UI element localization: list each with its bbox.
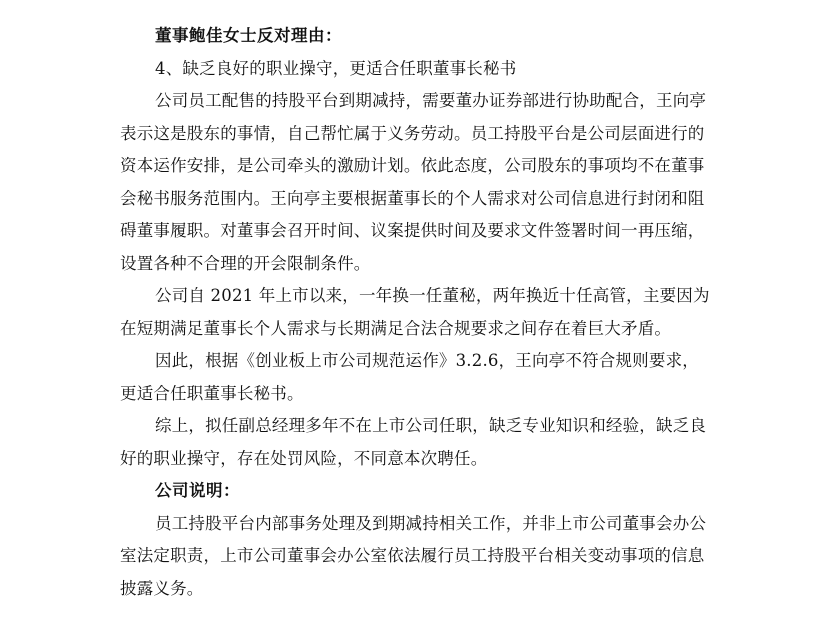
paragraph-line: 表示这是股东的事情，自己帮忙属于义务劳动。员工持股平台是公司层面进行的 — [120, 123, 705, 143]
paragraph-shareholding-platform — [120, 85, 720, 280]
objection-point-4: 4、缺乏良好的职业操守，更适合任职董事长秘书 — [155, 58, 517, 78]
paragraph-conclusion — [120, 410, 720, 475]
paragraph-line: 室法定职责，上市公司董事会办公室依法履行员工持股平台相关变动事项的信息 — [120, 546, 705, 565]
paragraph-line: 碍董事履职。对董事会召开时间、议案提供时间及要求文件签署时间一再压缩， — [120, 221, 705, 240]
paragraph-company-explanation — [120, 508, 720, 606]
section-heading-director-objection: 董事鲍佳女士反对理由： — [155, 26, 342, 45]
paragraph-line: 公司员工配售的持股平台到期减持，需要董办证券部进行协助配合，王向亭 — [155, 91, 707, 110]
paragraph-line: 员工持股平台内部事务处理及到期减持相关工作，并非上市公司董事会办公 — [155, 513, 707, 533]
paragraph-line: 公司自 2021 年上市以来，一年换一任董秘，两年换近十任高管，主要因为 — [155, 286, 710, 305]
paragraph-line: 好的职业操守，存在处罚风险，不同意本次聘任。 — [120, 448, 488, 468]
paragraph-line: 会秘书服务范围内。王向亭主要根据董事长的个人需求对公司信息进行封闭和阻 — [120, 188, 705, 208]
paragraph-rule-reference — [120, 345, 720, 410]
paragraph-line: 设置各种不合理的开会限制条件。 — [120, 253, 371, 273]
paragraph-line: 综上，拟任副总经理多年不在上市公司任职，缺乏专业知识和经验，缺乏良 — [155, 416, 707, 435]
document-body — [120, 20, 720, 605]
paragraph-line: 资本运作安排，是公司牵头的激励计划。依此态度，公司股东的事项均不在董事 — [120, 156, 705, 175]
section-heading-company-explanation: 公司说明： — [155, 481, 240, 500]
paragraph-line: 披露义务。 — [120, 578, 204, 598]
paragraph-line: 在短期满足董事长个人需求与长期满足合法合规要求之间存在着巨大矛盾。 — [120, 318, 672, 338]
paragraph-listing-history — [120, 280, 720, 345]
paragraph-line: 因此，根据《创业板上市公司规范运作》3.2.6，王向亭不符合规则要求， — [155, 351, 699, 370]
paragraph-line: 更适合任职董事长秘书。 — [120, 383, 304, 403]
